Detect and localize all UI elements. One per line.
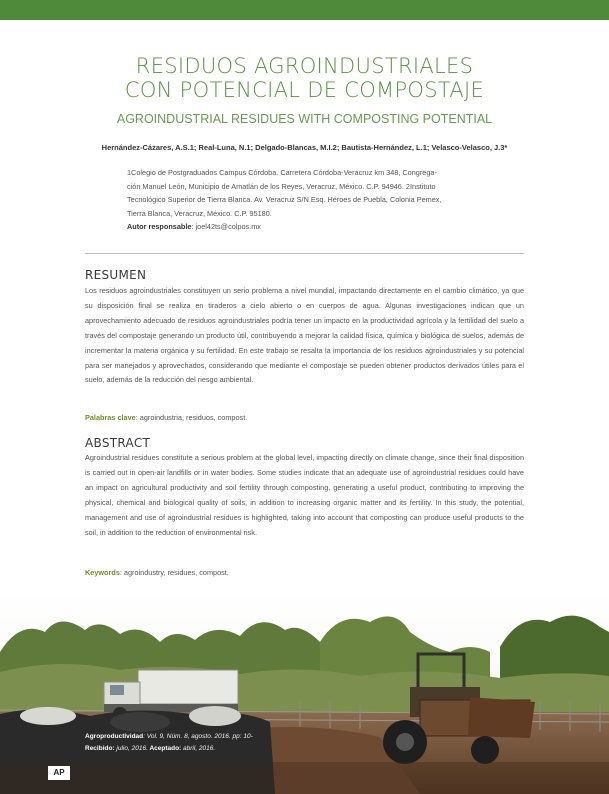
- keywords-en: : agroindustry, residues, compost.: [119, 568, 229, 577]
- corresponding-email[interactable]: : joel42ts@colpos.mx: [191, 222, 261, 231]
- abstract-heading: ABSTRACT: [85, 436, 151, 450]
- abstract-keywords: [85, 568, 229, 577]
- affiliation-line: 1Colegio de Postgraduados Campus Córdoba. Carretera Córdoba-Veracruz km 348, Congrega-: [127, 168, 437, 177]
- resumen-text: Los residuos agroindustriales constituyen un serio problema a nivel mundial, impactando directamente en el cambio climático, ya que su disposición final se realiza en tiraderos a cielo abierto o en cuerpos de agua. Algunas investigaciones indican que un aprovechamiento adecuado de residuos agroindustriales podría tener un impacto en la productividad agrícola y la fertilidad del suelo a través del compostaje generando un producto útil, contribuyendo a mejorar la calidad física, química y biológica de suelos, además de incrementar la materia orgánica y su fertilidad. En este trabajo se resalta la importancia de los residuos agroindustriales y su potencial para ser manejados y aprovechados, considerando que mediante el compostaje se pueden obtener productos derivados útiles para el suelo, además de la reducción del riesgo ambiental.: [85, 286, 524, 385]
- corresponding-label: Autor responsable: [127, 222, 192, 231]
- corresponding-author: [127, 220, 487, 234]
- resumen-heading: RESUMEN: [85, 268, 147, 282]
- journal-info: : Vol. 9, Núm. 8, agosto. 2016. pp: 10-: [143, 733, 253, 740]
- resumen-keywords: [85, 413, 247, 422]
- dates: [85, 743, 253, 755]
- keywords-es: : agroindustria, residuos, compost.: [135, 413, 248, 422]
- keywords-label-es: Palabras clave: [85, 413, 136, 422]
- affiliation-line: Tecnológico Superior de Tierra Blanca. Av. Veracruz S/N Esq. Héroes de Puebla, Colonia Pemex,: [127, 195, 442, 204]
- article-title-line-1: RESIDUOS AGROINDUSTRIALES: [135, 54, 474, 78]
- received-label: Recibido:: [85, 745, 115, 752]
- affiliations: [127, 166, 487, 234]
- accepted-date: abril, 2016.: [181, 745, 216, 752]
- keywords-label-en: Keywords: [85, 568, 120, 577]
- section-divider: [85, 253, 524, 254]
- farm-photo: [0, 592, 609, 794]
- author-list: Hernández-Cázares, A.S.1; Real-Luna, N.1; Delgado-Blancas, M.I.2; Bautista-Hernández, L.1; Velasco-Velasco, J.3*: [101, 143, 508, 152]
- header-bar: [0, 0, 609, 20]
- abstract-text: Agroindustrial residues constitute a serious problem at the global level, impacting directly on climate change, since their final disposition is carried out in open-air landfills or in water bodies. Some studies indicate that an adequate use of agroindustrial residues could have an impact on agricultural productivity and soil fertility through composting, generating a useful product, contributing to improving the physical, chemical and biological quality of soils, in addition to increasing organic matter and its fertility. In this study, the potential, management and use of agroindustrial residues is highlighted, taking into account that composting can produce useful products to the soil, in addition to the reduction of environmental risk.: [85, 453, 524, 537]
- journal-logo: AP: [48, 766, 70, 780]
- affiliation-line: ción Manuel León, Municipio de Amatlán de los Reyes, Veracruz, México. C.P. 94946. 2Instituto: [127, 181, 436, 191]
- received-date: julio, 2016.: [114, 745, 148, 752]
- accepted-label: Aceptado:: [147, 745, 182, 752]
- affiliation-line: Tierra Blanca, Veracruz, México. C.P. 95180.: [127, 208, 272, 218]
- article-title-line-2: CON POTENCIAL DE COMPOSTAJE: [124, 78, 485, 102]
- journal-name: Agroproductividad: [85, 733, 144, 740]
- citation-block: [85, 731, 253, 755]
- journal-citation: [85, 731, 253, 743]
- article-title-english: AGROINDUSTRIAL RESIDUES WITH COMPOSTING POTENTIAL: [116, 112, 493, 126]
